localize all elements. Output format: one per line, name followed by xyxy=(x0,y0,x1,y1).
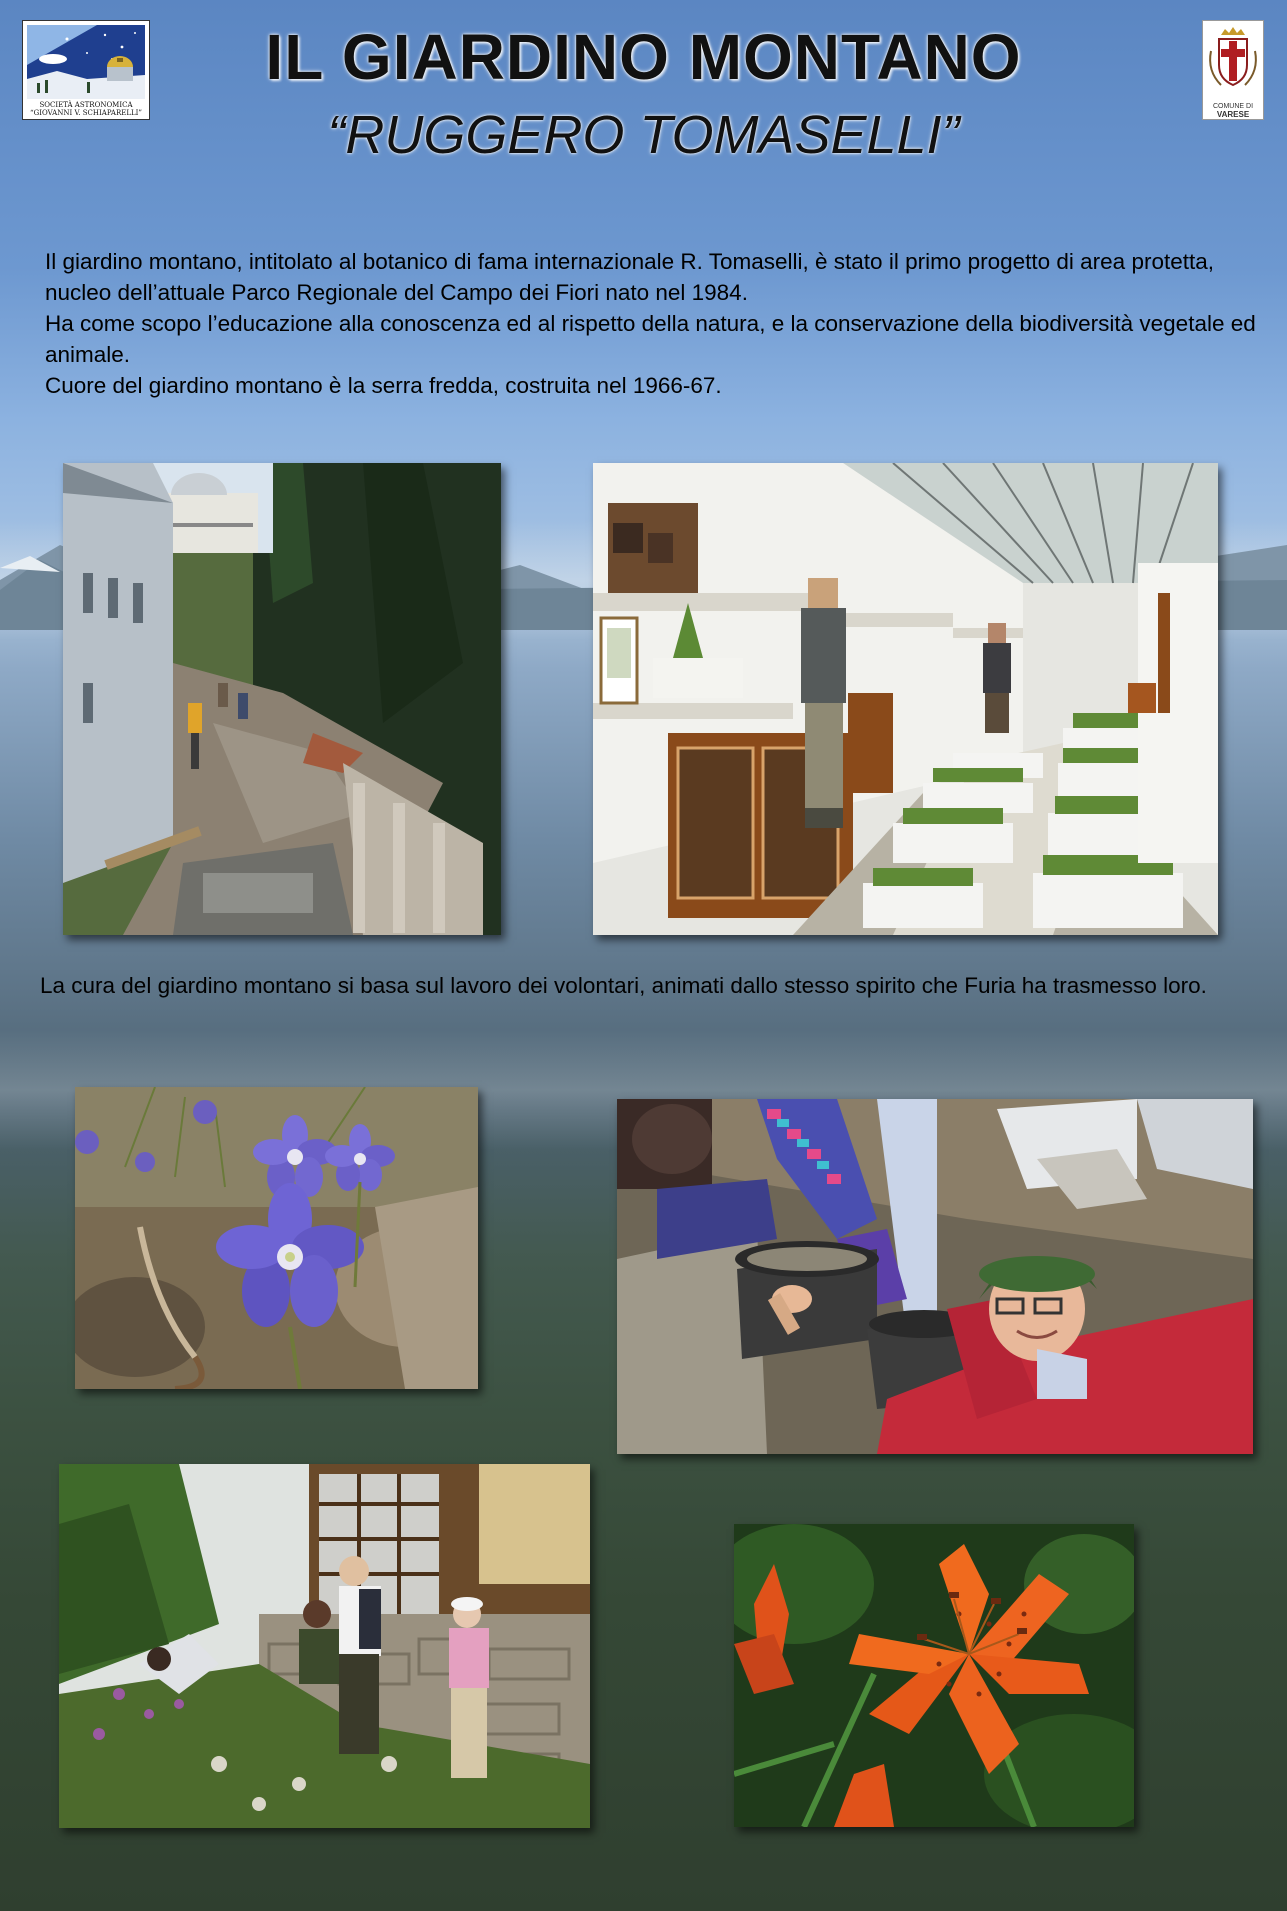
logo-caption-line2: “GIOVANNI V. SCHIAPARELLI” xyxy=(30,109,142,117)
logo-caption-line1: SOCIETÀ ASTRONOMICA xyxy=(39,101,133,109)
intro-text xyxy=(45,246,1265,401)
hepatica-flower-photo xyxy=(75,1087,478,1389)
page-title: IL GIARDINO MONTANO xyxy=(265,21,1022,93)
logo-caption-line2: VARESE xyxy=(1216,110,1250,119)
intro-paragraph: Il giardino montano, intitolato al botanico di fama internazionale R. Tomaselli, è stato il primo progetto di area protetta, nucleo dell’attuale Parco Regionale del Campo dei Fiori nato nel 1984. xyxy=(45,249,1214,305)
volunteer-work-photo xyxy=(617,1099,1253,1454)
garden-visit-photo xyxy=(59,1464,590,1828)
page-subtitle: “RUGGERO TOMASELLI” xyxy=(327,105,960,165)
logo-caption-line1: COMUNE DI xyxy=(1212,103,1254,110)
greenhouse-photo xyxy=(593,463,1218,935)
intro-paragraph: Ha come scopo l’educazione alla conoscenza ed al rispetto della natura, e la conservazione della biodiversità vegetale ed animale. xyxy=(45,311,1256,367)
orange-lily-photo xyxy=(734,1524,1134,1827)
intro-paragraph: Cuore del giardino montano è la serra fredda, costruita nel 1966-67. xyxy=(45,373,722,398)
construction-photo xyxy=(63,463,501,935)
volunteers-text: La cura del giardino montano si basa sul lavoro dei volontari, animati dallo stesso spirito che Furia ha trasmesso loro. xyxy=(40,973,1207,998)
